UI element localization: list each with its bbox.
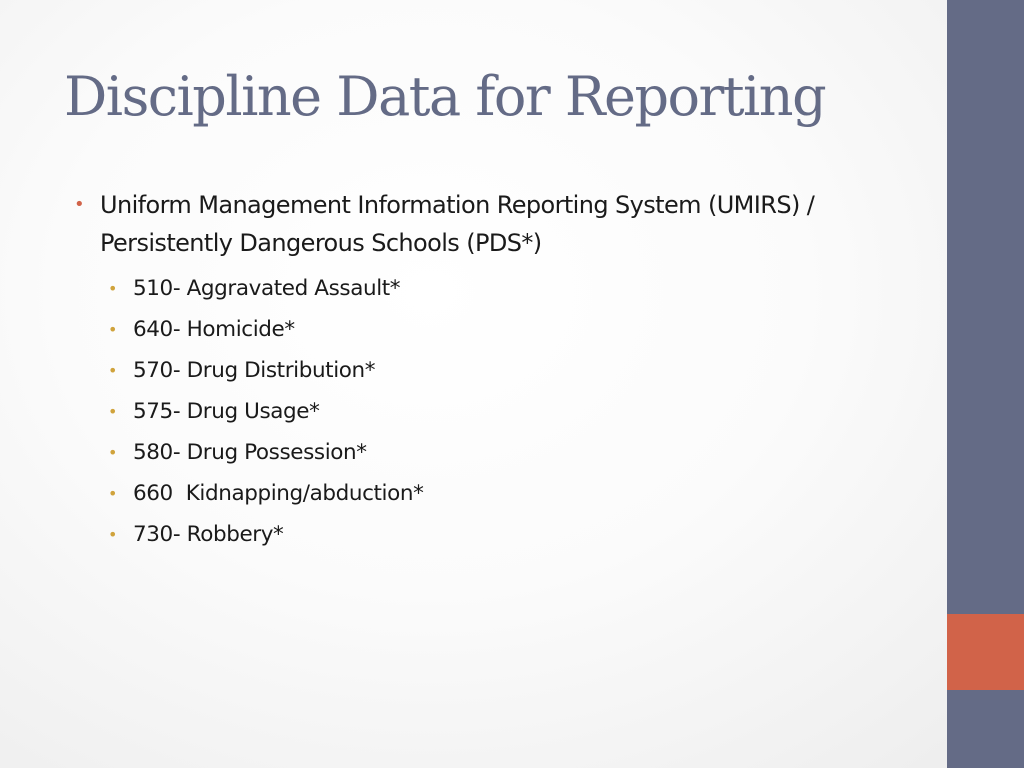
bullet-text: Uniform Management Information Reporting System (UMIRS) / Persistently Dangerous Schools (PDS*) (100, 191, 815, 257)
subbullet-text: 510- Aggravated Assault* (133, 276, 401, 301)
bullet-icon: • (74, 194, 85, 215)
slide-title: Discipline Data for Reporting (64, 65, 826, 128)
subbullet-text: 570- Drug Distribution* (133, 358, 376, 383)
subbullet-text: 730- Robbery* (133, 522, 284, 547)
slide-content (74, 186, 934, 555)
bullet-icon: • (108, 320, 118, 339)
bullet-umirs (74, 186, 934, 262)
bullet-icon: • (108, 484, 118, 503)
subbullet-text: 660 Kidnapping/abduction* (133, 481, 424, 506)
subbullet-kidnapping (108, 473, 934, 514)
bullet-icon: • (108, 279, 118, 298)
subbullet-drug-usage (108, 391, 934, 432)
subbullet-text: 575- Drug Usage* (133, 399, 320, 424)
subbullet-drug-distribution (108, 350, 934, 391)
bullet-icon: • (108, 361, 118, 380)
subbullet-homicide (108, 309, 934, 350)
subbullet-robbery (108, 514, 934, 555)
bullet-icon: • (108, 402, 118, 421)
bullet-icon: • (108, 443, 118, 462)
subbullet-text: 640- Homicide* (133, 317, 295, 342)
bullet-icon: • (108, 525, 118, 544)
side-accent-block (947, 614, 1024, 690)
subbullet-aggravated-assault (108, 268, 934, 309)
subbullet-text: 580- Drug Possession* (133, 440, 367, 465)
subbullet-drug-possession (108, 432, 934, 473)
